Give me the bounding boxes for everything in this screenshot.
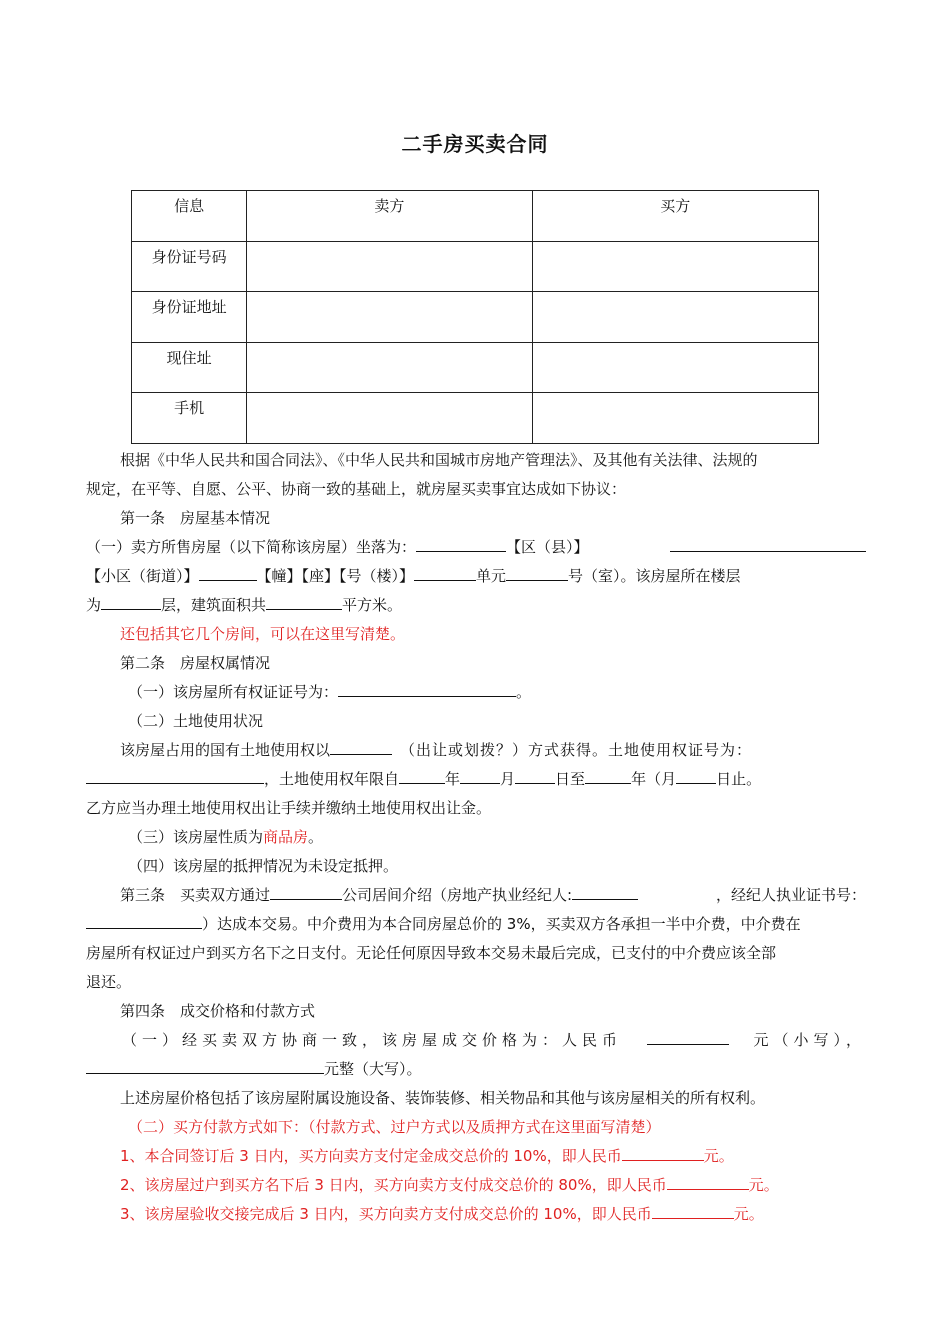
document-title: 二手房买卖合同 xyxy=(401,132,549,156)
land-use-heading: （二）土地使用状况 xyxy=(128,712,264,730)
table-row xyxy=(132,292,819,343)
header-info: 信息 xyxy=(174,197,205,215)
article-3-line-2: ）达成本交易。中介费用为本合同房屋总价的 3%，买卖双方各承担一半中介费，中介费在 xyxy=(86,914,866,934)
ownership-cert-line: （一）该房屋所有权证证号为： 。 xyxy=(128,683,532,701)
building-blank[interactable] xyxy=(414,566,476,581)
end-day-blank[interactable] xyxy=(676,769,716,784)
article-1-building-line: 【小区（街道）】 【幢】【座】【号（楼）】 单元 号（室）。该房屋所在楼层 xyxy=(86,567,741,585)
payment-method-heading: （二）买方付款方式如下：（付款方式、过户方式以及质押方式在这里面写清楚） xyxy=(128,1118,661,1136)
price-small-blank[interactable] xyxy=(647,1030,729,1045)
land-cert-blank[interactable] xyxy=(86,769,264,784)
article-1-location-line: （一）卖方所售房屋（以下简称该房屋）坐落为： 【区（县）】 xyxy=(86,537,866,557)
article-1-floor-line: 为 层，建筑面积共 平方米。 xyxy=(86,596,403,614)
table-row xyxy=(132,241,819,292)
property-nature-line: （三）该房屋性质为商品房。 xyxy=(128,828,324,846)
agent-cert-blank[interactable] xyxy=(86,914,202,929)
price-includes-line: 上述房屋价格包括了该房屋附属设施设备、装饰装修、相关物品和其他与该房屋相关的所有权利。 xyxy=(120,1089,766,1107)
payment-step-2: 2、该房屋过户到买方名下后 3 日内，买方向卖方支付成交总价的 80%，即人民币 元。 xyxy=(120,1176,779,1194)
price-line: （一）经买卖双方协商一致，该房屋成交价格为：人民币 元（小写）， xyxy=(122,1031,866,1049)
article-4-heading: 第四条 成交价格和付款方式 xyxy=(120,1002,316,1020)
article-3-line-3: 房屋所有权证过户到买方名下之日支付。无论任何原因导致本交易未最后完成，已支付的中介费应该全部 xyxy=(86,944,777,962)
location-blank[interactable] xyxy=(416,537,506,552)
row-label-id-address: 身份证地址 xyxy=(151,298,227,316)
buyer-id-address-cell[interactable] xyxy=(532,292,818,343)
article-1-heading: 第一条 房屋基本情况 xyxy=(120,509,271,527)
buyer-current-address-cell[interactable] xyxy=(532,342,818,393)
seller-id-number-cell[interactable] xyxy=(247,241,532,292)
unit-blank[interactable] xyxy=(506,566,568,581)
article-3-line-1: 第三条 买卖双方通过 公司居间介绍（房地产执业经纪人: ，经纪人执业证书号： xyxy=(120,886,866,904)
header-buyer: 买方 xyxy=(660,197,691,215)
row-label-phone: 手机 xyxy=(174,399,205,417)
land-term-line: ，土地使用权年限自 年 月 日至 年（月 日止。 xyxy=(86,769,866,789)
price-capital-blank[interactable] xyxy=(86,1059,324,1074)
land-method-blank[interactable] xyxy=(330,740,392,755)
price-capital-line: 元整（大写）。 xyxy=(86,1059,866,1079)
mortgage-line: （四）该房屋的抵押情况为未设定抵押。 xyxy=(128,857,399,875)
article-1-note: 还包括其它几个房间，可以在这里写清楚。 xyxy=(120,625,406,643)
seller-id-address-cell[interactable] xyxy=(247,292,532,343)
row-label-id-number: 身份证号码 xyxy=(151,247,227,266)
table-row xyxy=(132,342,819,393)
final-amount-blank[interactable] xyxy=(652,1204,734,1219)
agent-name-blank[interactable] xyxy=(572,885,638,900)
start-day-blank[interactable] xyxy=(515,769,555,784)
intro-line-1: 根据《中华人民共和国合同法》、《中华人民共和国城市房地产管理法》、及其他有关法律、法规的 xyxy=(120,451,758,469)
intro-line-2: 规定，在平等、自愿、公平、协商一致的基础上，就房屋买卖事宜达成如下协议： xyxy=(86,480,627,498)
area-blank[interactable] xyxy=(266,595,342,610)
property-type-value: 商品房 xyxy=(263,828,309,846)
payment-step-3: 3、该房屋验收交接完成后 3 日内，买方向卖方支付成交总价的 10%，即人民币 元。 xyxy=(120,1205,764,1223)
agency-blank[interactable] xyxy=(270,885,342,900)
district-blank[interactable] xyxy=(670,537,866,552)
table-row xyxy=(132,393,819,444)
table-header-row xyxy=(132,191,819,242)
article-2-heading: 第二条 房屋权属情况 xyxy=(120,654,271,672)
floor-blank[interactable] xyxy=(101,595,161,610)
deposit-amount-blank[interactable] xyxy=(622,1146,704,1161)
payment-step-1: 1、本合同签订后 3 日内，买方向卖方支付定金成交总价的 10%，即人民币 元。 xyxy=(120,1147,734,1165)
party-info-table xyxy=(131,190,819,444)
ownership-cert-blank[interactable] xyxy=(338,682,516,697)
start-year-blank[interactable] xyxy=(399,769,445,784)
land-use-line: 该房屋占用的国有土地使用权以 （出让或划拨？）方式获得。土地使用权证号为： xyxy=(120,741,753,759)
article-3-line-4: 退还。 xyxy=(86,973,132,991)
end-year-blank[interactable] xyxy=(585,769,631,784)
seller-phone-cell[interactable] xyxy=(247,393,532,444)
seller-current-address-cell[interactable] xyxy=(247,342,532,393)
row-label-current-address: 现住址 xyxy=(166,348,212,367)
land-fee-line: 乙方应当办理土地使用权出让手续并缴纳土地使用权出让金。 xyxy=(86,799,492,817)
buyer-id-number-cell[interactable] xyxy=(532,241,818,292)
transfer-amount-blank[interactable] xyxy=(667,1175,749,1190)
start-month-blank[interactable] xyxy=(460,769,500,784)
street-blank[interactable] xyxy=(199,566,257,581)
header-seller: 卖方 xyxy=(374,197,405,215)
buyer-phone-cell[interactable] xyxy=(532,393,818,444)
